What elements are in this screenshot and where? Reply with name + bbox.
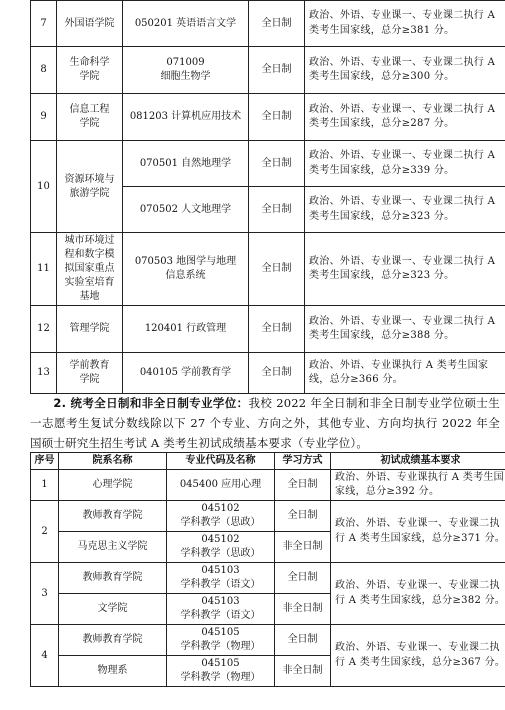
table-row: [31, 501, 505, 532]
major-code-name: 070501 自然地理学: [123, 141, 249, 187]
header-college: 院系名称: [59, 453, 167, 470]
study-mode: 非全日制: [275, 594, 331, 625]
study-mode: 全日制: [275, 563, 331, 594]
major-code-name: 070503 地图学与地理 信息系统: [123, 233, 249, 306]
table-row: [31, 94, 505, 141]
major-code-name: 045105 学科教学（物理）: [167, 656, 275, 687]
score-requirement: 政治、外语、专业课一、专业课二执行 A 类考生国家线，总分≥300 分。: [305, 47, 505, 94]
major-code-name: 045102 学科教学（思政）: [167, 501, 275, 532]
score-requirement: 政治、外语、专业课执行 A 类考生国家线，总分≥366 分。: [305, 353, 505, 394]
row-number: 3: [31, 563, 59, 625]
table-row: [31, 306, 505, 353]
score-requirement: 政治、外语、专业课一、专业课二执行 A 类考生国家线，总分≥371 分。: [331, 501, 505, 563]
score-requirement: 政治、外语、专业课执行 A 类考生国家线，总分≥392 分。: [331, 470, 505, 501]
header-mode: 学习方式: [275, 453, 331, 470]
table-row: [31, 47, 505, 94]
study-mode: 全日制: [249, 1, 305, 47]
study-mode: 全日制: [275, 501, 331, 532]
study-mode: 非全日制: [275, 532, 331, 563]
college-name: 学前教育 学院: [57, 353, 123, 394]
row-number: 7: [31, 1, 57, 47]
header-major: 专业代码及名称: [167, 453, 275, 470]
header-requirement: 初试成绩基本要求: [331, 453, 505, 470]
study-mode: 全日制: [249, 353, 305, 394]
college-name: 生命科学 学院: [57, 47, 123, 94]
major-code-name: 045102 学科教学（思政）: [167, 532, 275, 563]
major-code-name: 045103 学科教学（语文）: [167, 563, 275, 594]
table-row: [31, 625, 505, 656]
score-requirement: 政治、外语、专业课一、专业课二执行 A 类考生国家线，总分≥323 分。: [305, 233, 505, 306]
row-number: 12: [31, 306, 57, 353]
college-name: 物理系: [59, 656, 167, 687]
score-table-academic: [30, 0, 505, 394]
major-code-name: 050201 英语语言文学: [123, 1, 249, 47]
college-name: 教师教育学院: [59, 501, 167, 532]
major-code-name: 081203 计算机应用技术: [123, 94, 249, 141]
major-code-name: 045400 应用心理: [167, 470, 275, 501]
study-mode: 非全日制: [275, 656, 331, 687]
section-body: 我校 2022 年全日制和非全日制专业学位硕士生一志愿考生复试分数线除以下 27 个专业、方向之外，其他专业、方向均执行 2022 年全国硕士研究生招生考试 A 类考生初试成绩基本要求（专业学位）。: [30, 396, 500, 450]
study-mode: 全日制: [249, 47, 305, 94]
row-number: 11: [31, 233, 57, 306]
score-requirement: 政治、外语、专业课一、专业课二执行 A 类考生国家线，总分≥339 分。: [305, 141, 505, 187]
college-name: 信息工程 学院: [57, 94, 123, 141]
study-mode: 全日制: [249, 141, 305, 187]
major-code-name: 071009 细胞生物学: [123, 47, 249, 94]
table-row: [31, 1, 505, 47]
score-requirement: 政治、外语、专业课一、专业课二执行 A 类考生国家线，总分≥323 分。: [305, 187, 505, 233]
college-name: 教师教育学院: [59, 563, 167, 594]
score-requirement: 政治、外语、专业课一、专业课二执行 A 类考生国家线，总分≥381 分。: [305, 1, 505, 47]
score-requirement: 政治、外语、专业课一、专业课二执行 A 类考生国家线，总分≥382 分。: [331, 563, 505, 625]
major-code-name: 040105 学前教育学: [123, 353, 249, 394]
row-number: 9: [31, 94, 57, 141]
college-name: 外国语学院: [57, 1, 123, 47]
college-name: 心理学院: [59, 470, 167, 501]
row-number: 13: [31, 353, 57, 394]
table-row: [31, 141, 505, 187]
row-number: 10: [31, 141, 57, 233]
table-row: [31, 470, 505, 501]
table-row: [31, 563, 505, 594]
study-mode: 全日制: [249, 94, 305, 141]
score-requirement: 政治、外语、专业课一、专业课二执行 A 类考生国家线，总分≥287 分。: [305, 94, 505, 141]
section-paragraph: [30, 393, 500, 453]
college-name: 马克思主义学院: [59, 532, 167, 563]
study-mode: 全日制: [275, 470, 331, 501]
score-requirement: 政治、外语、专业课一、专业课二执行 A 类考生国家线，总分≥388 分。: [305, 306, 505, 353]
college-name: 资源环境与 旅游学院: [57, 141, 123, 233]
header-no: 序号: [31, 453, 59, 470]
major-code-name: 070502 人文地理学: [123, 187, 249, 233]
table-row: [31, 353, 505, 394]
major-code-name: 045103 学科教学（语文）: [167, 594, 275, 625]
score-table-professional: [30, 452, 505, 687]
row-number: 4: [31, 625, 59, 687]
major-code-name: 045105 学科教学（物理）: [167, 625, 275, 656]
study-mode: 全日制: [249, 306, 305, 353]
college-name: 教师教育学院: [59, 625, 167, 656]
table-row: [31, 233, 505, 306]
major-code-name: 120401 行政管理: [123, 306, 249, 353]
table-header-row: [31, 453, 505, 470]
college-name: 文学院: [59, 594, 167, 625]
row-number: 8: [31, 47, 57, 94]
study-mode: 全日制: [249, 187, 305, 233]
row-number: 1: [31, 470, 59, 501]
college-name: 城市环境过 程和数字模 拟国家重点 实验室培育 基地: [57, 233, 123, 306]
study-mode: 全日制: [249, 233, 305, 306]
college-name: 管理学院: [57, 306, 123, 353]
row-number: 2: [31, 501, 59, 563]
study-mode: 全日制: [275, 625, 331, 656]
score-requirement: 政治、外语、专业课一、专业课二执行 A 类考生国家线，总分≥367 分。: [331, 625, 505, 687]
section-heading: 2. 统考全日制和非全日制专业学位：: [53, 396, 249, 410]
